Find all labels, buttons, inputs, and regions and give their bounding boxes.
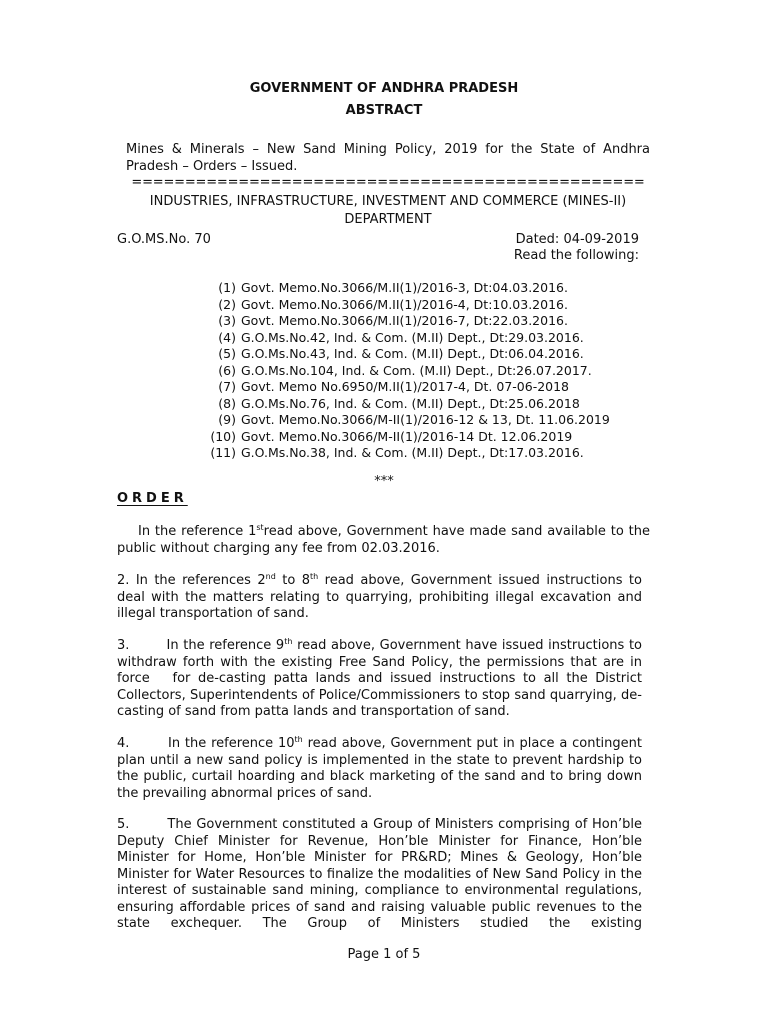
paragraph-4: 4. In the reference 10th read above, Government put in place a contingent plan until a new sand policy is implemented in the state to prevent hardship to the public, curtail hoarding and black marketing of the sand and to bring down the prevailing abnormal prices of sand. (117, 735, 647, 801)
subject: Mines & Minerals – New Sand Mining Policy, 2019 for the State of Andhra Pradesh – Orders – Issued. (126, 142, 650, 174)
reference-item (178, 396, 648, 413)
reference-text: Govt. Memo.No.3066/M.II(1)/2016-4, Dt:10.03.2016. (241, 296, 568, 312)
reference-number: (11) (210, 445, 236, 460)
reference-number: (7) (218, 379, 236, 394)
department-line-2: DEPARTMENT (344, 212, 432, 227)
reference-item (178, 363, 648, 380)
reference-number: (5) (218, 346, 236, 361)
reference-text: G.O.Ms.No.43, Ind. & Com. (M.II) Dept., Dt:06.04.2016. (241, 346, 584, 361)
reference-item (178, 313, 648, 330)
reference-number: (1) (218, 280, 236, 295)
reference-text: G.O.Ms.No.38, Ind. & Com. (M.II) Dept., Dt:17.03.2016. (241, 445, 584, 460)
reference-text: Govt. Memo No.6950/M.II(1)/2017-4, Dt. 07-06-2018 (241, 379, 570, 394)
reference-number: (3) (218, 313, 236, 328)
reference-number: (6) (218, 362, 236, 378)
paragraph-5: 5. The Government constituted a Group of Ministers comprising of Hon’ble Deputy Chief Minister for Revenue, Hon’ble Minister for Finance, Hon’ble Minister for Home, Hon’ble Minister for PR&RD; Mines & Geology, Hon’ble Minister for Water Resources to finalize the modalities of New Sand Policy in the interest of sustainable sand mining, compliance to environmental regulations, ensuring affordable prices of sand and raising valuable public revenues to the state exchequer. The Group of Ministers studied the existing (117, 817, 647, 931)
reference-item (178, 346, 648, 363)
reference-text: Govt. Memo.No.3066/M.II(1)/2016-7, Dt:22.03.2016. (241, 313, 568, 328)
abstract-title: ABSTRACT (345, 103, 423, 118)
reference-text: G.O.Ms.No.42, Ind. & Com. (M.II) Dept., Dt:29.03.2016. (241, 329, 584, 345)
reference-text: G.O.Ms.No.76, Ind. & Com. (M.II) Dept., Dt:25.06.2018 (241, 395, 580, 411)
reference-number: (10) (210, 428, 236, 444)
go-number: G.O.MS.No. 70 (117, 232, 211, 247)
reference-item (178, 297, 648, 314)
reference-item (178, 379, 648, 396)
reference-item (178, 330, 648, 347)
reference-text: Govt. Memo.No.3066/M.II(1)/2016-3, Dt:04.03.2016. (241, 280, 568, 295)
reference-number: (4) (218, 329, 236, 345)
reference-item (178, 445, 648, 462)
order-heading: ORDER (117, 491, 188, 506)
reference-text: G.O.Ms.No.104, Ind. & Com. (M.II) Dept., Dt:26.07.2017. (241, 362, 592, 378)
read-following: Read the following: (513, 248, 639, 263)
department-line-1: INDUSTRIES, INFRASTRUCTURE, INVESTMENT AND COMMERCE (MINES-II) (149, 194, 627, 209)
reference-number: (9) (218, 412, 236, 427)
reference-item (178, 429, 648, 446)
reference-text: Govt. Memo.No.3066/M-II(1)/2016-14 Dt. 12.06.2019 (241, 428, 573, 444)
government-title: GOVERNMENT OF ANDHRA PRADESH (249, 81, 519, 96)
reference-number: (2) (218, 296, 236, 312)
reference-text: Govt. Memo.No.3066/M-II(1)/2016-12 & 13, Dt. 11.06.2019 (241, 412, 610, 427)
reference-list (178, 280, 648, 462)
reference-item (178, 280, 648, 297)
reference-item (178, 412, 648, 429)
paragraph-1: In the reference 1stread above, Government have made sand available to the public without charging any fee from 02.03.2016. (117, 523, 650, 556)
page-footer: Page 1 of 5 (347, 947, 421, 962)
dated: Dated: 04-09-2019 (515, 232, 639, 247)
stars-divider: *** (374, 474, 394, 489)
reference-number: (8) (218, 395, 236, 411)
paragraph-2: 2. In the references 2nd to 8th read above, Government issued instructions to deal with the matters relating to quarrying, prohibiting illegal excavation and illegal transportation of sand. (117, 572, 642, 621)
paragraph-3: 3. In the reference 9th read above, Government have issued instructions to withdraw forth with the existing Free Sand Policy, the permissions that are in force for de-casting patta lands and issued instructions to all the District Collectors, Superintendents of Police/Commissioners to stop sand quarrying, de-casting of sand from patta lands and transportation of sand. (117, 637, 647, 719)
separator: ================================================ (131, 175, 645, 190)
